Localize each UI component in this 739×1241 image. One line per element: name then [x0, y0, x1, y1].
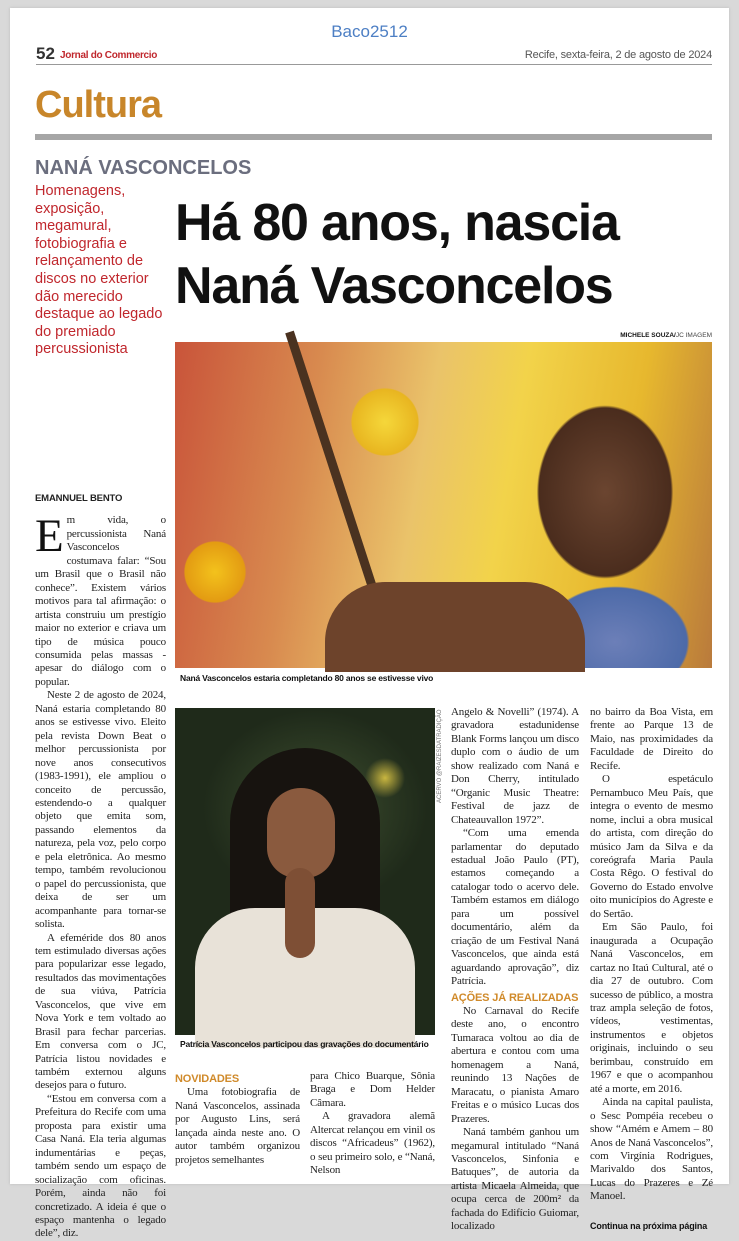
- paragraph: Uma fotobiografia de Naná Vasconcelos, assinada por Augusto Lins, será lançada ainda neste ano. O autor também organizou projetos semelhantes: [175, 1086, 300, 1166]
- paragraph: A efeméride dos 80 anos tem estimulado diversas ações para popularizar esse legado, resultados das movimentações de sua viúva, Patrícia Vasconcelos, que vive em Nova York e tem voltado ao Brasil para fechar parcerias. Em conversa com o JC, Patrícia listou novidades e também externou alguns desejos para o futuro.: [35, 931, 166, 1092]
- paragraph: Ainda na capital paulista, o Sesc Pompéia recebeu o show “Amém e Amem – 80 Anos de Naná Vasconcelos”, com Virgínia Rodrigues, Marivaldo dos Santos, Lucas do Prazeres e Zé Manoel.: [590, 1096, 713, 1203]
- photo-credit-text: ACERVO @RAIZESDATRADIÇÃO: [437, 709, 443, 803]
- paragraph: No Carnaval do Recife deste ano, o encontro Tumaraca voltou ao dia de abertura e contou com uma homenagem a Naná, reunindo 13 Nações de Maracatu, o pianista Amaro Freitas e o músico Lucas dos Prazeres.: [451, 1004, 579, 1125]
- text-column-2: [175, 1070, 300, 1166]
- photographer: MICHELE SOUZA/: [620, 332, 676, 339]
- paragraph: no bairro da Boa Vista, em frente ao Parque 13 de Maio, nas proximidades da Faculdade de Direito do Recife.: [590, 706, 713, 772]
- paragraph-text: m vida, o percussionista Naná Vasconcelos costumava falar: “Sou um Brasil que o Brasil não conhece”. Existem vários motivos para tal afirmação: o artista construiu um prestígio maior no exterior e criava um tipo de música pouco consumida pelas massas - apesar do diálogo com o popular.: [35, 514, 166, 688]
- section-divider: [35, 134, 712, 140]
- photo-caption: Naná Vasconcelos estaria completando 80 anos se estivesse vivo: [180, 673, 434, 683]
- newspaper-name: Jornal do Commercio: [60, 50, 158, 61]
- photo-credit: [620, 332, 712, 339]
- photo-nana-vasconcelos: [175, 342, 712, 668]
- text-column-5: [590, 706, 713, 1231]
- paragraph: A gravadora alemã Altercat relançou em vinil os discos “Africadeus” (1962), o seu primeiro solo, e “Naná, Nelson: [310, 1110, 435, 1177]
- paragraph: “Com uma emenda parlamentar do deputado estadual João Paulo (PT), estamos começando a catalogar todo o acervo dele. Também estamos em diálogo para um possível documentário, além da criação de um Festival Naná Vasconcelos, que ainda está aguardando aprovação”, diz Patrícia.: [451, 827, 579, 988]
- paragraph: Neste 2 de agosto de 2024, Naná estaria completando 80 anos se estivesse vivo. Eleito pela revista Down Beat o melhor percussionista por nove anos consecutivos (1983-1991), ele ampliou o conceito de percussão, estendendo-o a qualquer objeto que emita som, passando elementos da natureza, pela voz, pelo corpo e pela eletrônica. Ao mesmo tempo, também revolucionou o papel do percussionista, que deixa de ser um acompanhante para tornar-se solista.: [35, 689, 166, 931]
- byline: EMANNUEL BENTO: [35, 493, 123, 504]
- paragraph: “Estou em conversa com a Prefeitura do Recife com uma proposta para existir uma Casa Naná. Ela teria algumas indumentárias e peças, também sendo um espaço de socialização com oficinas. Porém, ainda não foi concretizado. A ideia é que o espaço mantenha o legado dele”, diz.: [35, 1092, 166, 1240]
- text-column-1: [35, 492, 166, 1240]
- paragraph: O espetáculo Pernambuco Meu País, que integra o evento de mesmo nome, inclui a obra musical do artista, com direção do músico Jam da Silva e da coreógrafa Maria Paula Costa Rêgo. O festival do Governo do Estado envolve oito municípios do Agreste e do Sertão.: [590, 773, 713, 920]
- article-deck: Homenagens, exposição, megamural, fotobiografia e relançamento de discos no exterior dão merecido destaque ao legado do premiado percussionista: [35, 183, 163, 358]
- paragraph: Naná também ganhou um megamural intitulado “Naná Vasconcelos, Sinfonia e Batuques”, de autoria da artista Micaela Almeida, que ocupa cerca de 200m² da fachada do Edifício Guiomar, localizado: [451, 1126, 579, 1233]
- photo-credit-vertical: [437, 708, 445, 803]
- paragraph: Em São Paulo, foi inaugurada a Ocupação Naná Vasconcelos, em cartaz no Itaú Cultural, até o dia 27 de outubro. Com sucesso de público, a mostra traz ampla seleção de fotos, vídeos, vestimentas, instrumentos e objetos originais, incluindo o seu berimbau, construído em 1967 e que o acompanhou até a morte, em 2016.: [590, 921, 713, 1095]
- paragraph: para Chico Buarque, Sônia Braga e Dom Helder Câmara.: [310, 1070, 435, 1109]
- photo-patricia-vasconcelos: [175, 708, 435, 1035]
- paragraph: [35, 510, 166, 689]
- continued-link[interactable]: Continua na próxima página: [590, 1220, 708, 1231]
- hands-shape: [285, 868, 315, 958]
- photo-caption: Patrícia Vasconcelos participou das gravações do documentário: [180, 1039, 429, 1049]
- subheading: NOVIDADES: [175, 1073, 240, 1085]
- page-number: 52: [36, 44, 55, 63]
- article-headline: Há 80 anos, nascia Naná Vasconcelos: [175, 194, 619, 315]
- hands-shape: [325, 582, 585, 672]
- paragraph: Angelo & Novelli” (1974). A gravadora estadunidense Blank Forms lançou um disco duplo com o áudio de um show realizado com Naná e Don Cherry, intitulado “Organic Music Theatre: Festival de jazz de Chateauvallon 1972”.: [451, 706, 579, 826]
- text-column-3: [310, 1070, 435, 1177]
- drop-cap: E: [35, 510, 64, 563]
- photo-agency: JC IMAGEM: [675, 332, 712, 339]
- face-shape: [267, 788, 335, 878]
- watermark: Baco2512: [331, 22, 408, 41]
- folio-divider: [36, 64, 712, 65]
- dateline: Recife, sexta-feira, 2 de agosto de 2024: [524, 49, 712, 61]
- text-column-4: [451, 706, 579, 1233]
- section-title: Cultura: [35, 84, 161, 126]
- article-kicker: NANÁ VASCONCELOS: [35, 157, 252, 179]
- subheading: AÇÕES JÁ REALIZADAS: [451, 991, 579, 1004]
